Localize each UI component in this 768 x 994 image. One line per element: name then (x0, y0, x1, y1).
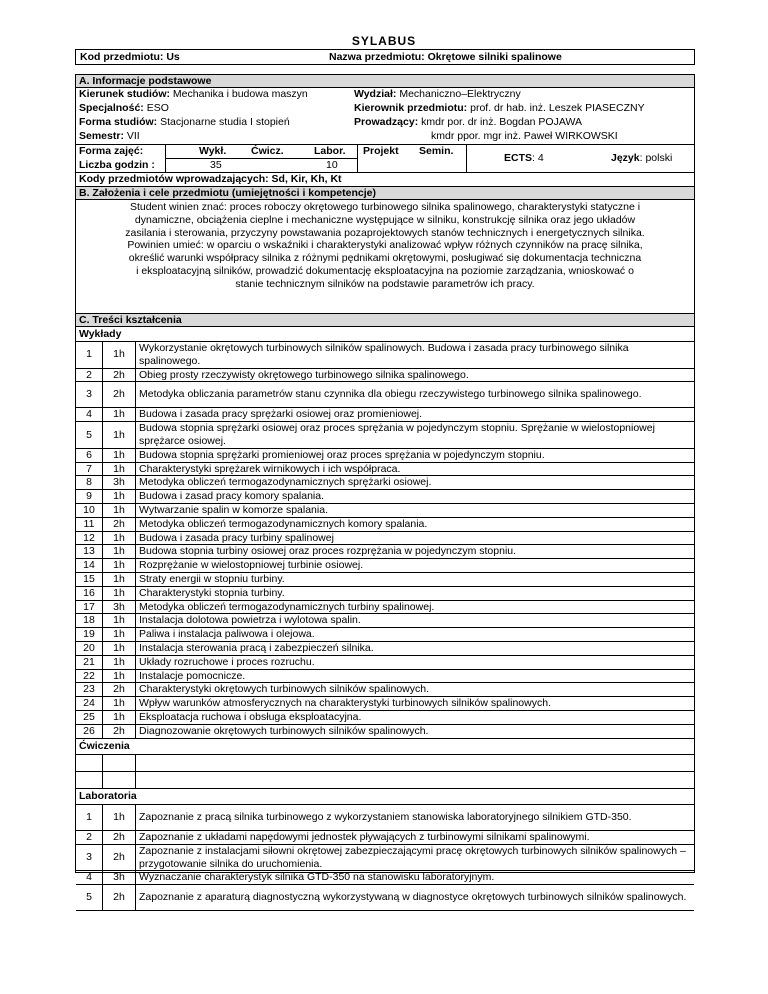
ects: ECTS: 4 (504, 152, 544, 164)
lecture-number: 13 (76, 545, 103, 559)
lecture-number: 3 (76, 382, 103, 408)
lecture-hours: 1h (103, 628, 136, 642)
lecture-number: 24 (76, 697, 103, 711)
lecture-row (76, 422, 694, 449)
lab-number: 5 (76, 885, 103, 911)
lecture-row (76, 724, 694, 738)
lecture-row (76, 628, 694, 642)
lecture-row (76, 710, 694, 724)
field-forma-studiow: Forma studiów: Stacjonarne studia I stopień (79, 116, 290, 128)
exercises-table (76, 754, 694, 789)
lecture-topic: Diagnozowanie okrętowych turbinowych silników spalinowych. (136, 724, 695, 738)
lab-topic: Zapoznanie z pracą silnika turbinowego z wykorzystaniem stanowiska laboratoryjnego silnikiem GTD-350. (136, 805, 695, 831)
lecture-hours: 2h (103, 368, 136, 382)
lecture-hours: 1h (103, 641, 136, 655)
field-prowadzacy-2: kmdr ppor. mgr inż. Paweł WIRKOWSKI (431, 130, 618, 142)
field-kierownik: Kierownik przedmiotu: prof. dr hab. inż. Leszek PIASECZNY (354, 102, 645, 114)
lecture-hours: 1h (103, 586, 136, 600)
hours-laboratoria: 10 (326, 159, 338, 171)
field-semestr: Semestr: VII (79, 130, 140, 142)
lecture-hours: 1h (103, 559, 136, 573)
lab-number: 2 (76, 831, 103, 845)
empty-cell (103, 755, 136, 772)
lecture-topic: Instalacja dolotowa powietrza i wylotowa spalin. (136, 614, 695, 628)
lab-hours: 2h (103, 844, 136, 871)
syllabus-frame (75, 74, 695, 904)
lab-number: 4 (76, 871, 103, 885)
lecture-row (76, 448, 694, 462)
lecture-row (76, 382, 694, 408)
section-c-title: C. Treści kształcenia (76, 314, 694, 327)
lecture-hours: 1h (103, 697, 136, 711)
empty-cell (76, 772, 103, 789)
field-specjalnosc: Specjalność: ESO (79, 102, 169, 114)
lecture-topic: Budowa i zasada pracy turbiny spalinowej (136, 531, 695, 545)
lecture-topic: Budowa stopnia sprężarki osiowej oraz proces sprężania w pojedynczym stopniu. Sprężanie w wielostopniowej sprężarce osiowej. (136, 422, 695, 449)
lecture-number: 15 (76, 572, 103, 586)
lecture-hours: 1h (103, 448, 136, 462)
lecture-row (76, 559, 694, 573)
course-code: Kod przedmiotu: Us (80, 51, 180, 63)
lecture-topic: Budowa i zasada pracy sprężarki osiowej oraz promieniowej. (136, 408, 695, 422)
lecture-topic: Metodyka obliczeń termogazodynamicznych sprężarki osiowej. (136, 476, 695, 490)
lecture-row (76, 490, 694, 504)
lecture-number: 19 (76, 628, 103, 642)
empty-cell (103, 772, 136, 789)
lab-row (76, 805, 694, 831)
lecture-topic: Rozprężanie w wielostopniowej turbinie osiowej. (136, 559, 695, 573)
lab-number: 3 (76, 844, 103, 871)
lab-topic: Zapoznanie z układami napędowymi jednostek pływających z turbinowymi silnikami spalinowymi. (136, 831, 695, 845)
lecture-topic: Metodyka obliczania parametrów stanu czynnika dla obiegu rzeczywistego turbinowego silnika spalinowego. (136, 382, 695, 408)
lecture-hours: 1h (103, 422, 136, 449)
lecture-hours: 1h (103, 490, 136, 504)
lecture-topic: Charakterystyki sprężarek wirnikowych i ich współpraca. (136, 462, 695, 476)
lectures-table (76, 341, 694, 739)
lecture-hours: 2h (103, 724, 136, 738)
empty-cell (76, 755, 103, 772)
form-laboratoria: Labor. (314, 145, 346, 157)
lecture-number: 21 (76, 655, 103, 669)
field-prowadzacy: Prowadzący: kmdr por. dr inż. Bogdan POJAWA (354, 116, 582, 128)
labs-table (76, 804, 694, 911)
lecture-hours: 1h (103, 408, 136, 422)
lecture-row (76, 600, 694, 614)
lecture-hours: 1h (103, 669, 136, 683)
lecture-hours: 1h (103, 462, 136, 476)
lecture-topic: Wytwarzanie spalin w komorze spalania. (136, 503, 695, 517)
lecture-number: 22 (76, 669, 103, 683)
lab-hours: 1h (103, 805, 136, 831)
lab-row (76, 871, 694, 885)
lecture-row (76, 641, 694, 655)
empty-cell (136, 755, 695, 772)
lecture-number: 7 (76, 462, 103, 476)
lecture-topic: Charakterystyki stopnia turbiny. (136, 586, 695, 600)
lab-hours: 2h (103, 885, 136, 911)
course-header (75, 49, 695, 65)
lecture-hours: 3h (103, 476, 136, 490)
section-b-title: B. Założenia i cele przedmiotu (umiejętności i kompetencje) (76, 187, 694, 200)
lecture-topic: Wykorzystanie okrętowych turbinowych silników spalinowych. Budowa i zasada pracy turbinowego silnika spalinowego. (136, 342, 695, 369)
lecture-row (76, 517, 694, 531)
lecture-row (76, 655, 694, 669)
lecture-row (76, 342, 694, 369)
lecture-row (76, 586, 694, 600)
lectures-label: Wykłady (79, 328, 122, 340)
lecture-row (76, 545, 694, 559)
lab-number: 1 (76, 805, 103, 831)
lecture-row (76, 572, 694, 586)
lecture-number: 23 (76, 683, 103, 697)
lab-topic: Zapoznanie z aparaturą diagnostyczną wykorzystywaną w diagnostyce okrętowych turbinowych silników spalinowych. (136, 885, 695, 911)
field-kierunek: Kierunek studiów: Mechanika i budowa maszyn (79, 88, 308, 100)
lecture-hours: 1h (103, 614, 136, 628)
lecture-topic: Charakterystyki okrętowych turbinowych silników spalinowych. (136, 683, 695, 697)
lecture-hours: 1h (103, 545, 136, 559)
lecture-row (76, 503, 694, 517)
lecture-number: 4 (76, 408, 103, 422)
hours-wyklad: 35 (210, 159, 222, 171)
lecture-topic: Budowa stopnia sprężarki promieniowej oraz proces sprężania w pojedynczym stopniu. (136, 448, 695, 462)
lecture-hours: 1h (103, 655, 136, 669)
lecture-number: 14 (76, 559, 103, 573)
lecture-number: 5 (76, 422, 103, 449)
lab-topic: Zapoznanie z instalacjami siłowni okrętowej zabezpieczającymi pracę okrętowych turbinowych silników spalinowych – przygotowanie silnika do uruchomienia. (136, 844, 695, 871)
lecture-number: 10 (76, 503, 103, 517)
lecture-row (76, 669, 694, 683)
lecture-hours: 2h (103, 683, 136, 697)
lab-row (76, 885, 694, 911)
lecture-topic: Instalacje pomocnicze. (136, 669, 695, 683)
lecture-row (76, 683, 694, 697)
lecture-number: 16 (76, 586, 103, 600)
lecture-topic: Układy rozruchowe i proces rozruchu. (136, 655, 695, 669)
lab-hours: 2h (103, 831, 136, 845)
liczba-godzin-label: Liczba godzin : (79, 159, 155, 171)
lecture-row (76, 368, 694, 382)
lab-hours: 3h (103, 871, 136, 885)
lecture-number: 18 (76, 614, 103, 628)
section-a-title: A. Informacje podstawowe (76, 75, 694, 88)
lecture-row (76, 476, 694, 490)
forma-zajec-label: Forma zajęć: (79, 145, 144, 157)
lecture-number: 11 (76, 517, 103, 531)
lecture-topic: Metodyka obliczeń termogazodynamicznych turbiny spalinowej. (136, 600, 695, 614)
prerequisite-codes: Kody przedmiotów wprowadzających: Sd, Kir, Kh, Kt (79, 173, 342, 185)
lecture-number: 25 (76, 710, 103, 724)
empty-cell (136, 772, 695, 789)
lecture-row (76, 614, 694, 628)
lecture-hours: 2h (103, 382, 136, 408)
lecture-topic: Metodyka obliczeń termogazodynamicznych komory spalania. (136, 517, 695, 531)
lecture-topic: Instalacja sterowania pracą i zabezpieczeń silnika. (136, 641, 695, 655)
lecture-number: 2 (76, 368, 103, 382)
lecture-topic: Paliwa i instalacja paliwowa i olejowa. (136, 628, 695, 642)
lecture-number: 9 (76, 490, 103, 504)
form-wyklad: Wykł. (199, 145, 227, 157)
section-b-text: Student winien znać: proces roboczy okrętowego turbinowego silnika spalinowego, charakterystyki statyczne i dynamiczne, obciążenia cieplne i mechaniczne występujące w silniku, konstrukcję silnika oraz jego układów zasilania i sterowania, przyczyny powstawania pozaprojektowych stanów technicznych i energetycznych silnika. Powinien umieć: w oparciu o wskaźniki i charakterystyki analizować wpływ różnych czynników na pracę silnika, określić warunki współpracy silnika z różnymi pędnikami okrętowymi, posługiwać się dokumentacja techniczna i eksploatacyjną silników, prowadzić dokumentację eksploatacyjna na poziomie zarządzania, wnioskować o stanie technicznym silników na podstawie parametrów ich pracy. (125, 201, 645, 290)
lab-topic: Wyznaczanie charakterystyk silnika GTD-350 na stanowisku laboratoryjnym. (136, 871, 695, 885)
lecture-row (76, 531, 694, 545)
lecture-row (76, 408, 694, 422)
lecture-topic: Straty energii w stopniu turbiny. (136, 572, 695, 586)
lecture-topic: Wpływ warunków atmosferycznych na charakterystyki turbinowych silników spalinowych. (136, 697, 695, 711)
lecture-hours: 1h (103, 531, 136, 545)
lecture-hours: 1h (103, 572, 136, 586)
lecture-number: 17 (76, 600, 103, 614)
lecture-hours: 2h (103, 517, 136, 531)
lecture-row (76, 697, 694, 711)
field-wydzial: Wydział: Mechaniczno–Elektryczny (354, 88, 521, 100)
lecture-topic: Budowa i zasad pracy komory spalania. (136, 490, 695, 504)
form-cwiczenia: Ćwicz. (251, 145, 284, 157)
form-seminarium: Semin. (419, 145, 454, 157)
form-projekt: Projekt (363, 145, 399, 157)
lecture-number: 20 (76, 641, 103, 655)
lecture-hours: 1h (103, 342, 136, 369)
exercises-label: Ćwiczenia (79, 740, 130, 752)
lecture-hours: 1h (103, 503, 136, 517)
document-title: SYLABUS (351, 34, 417, 48)
course-name: Nazwa przedmiotu: Okrętowe silniki spalinowe (329, 51, 562, 63)
lecture-hours: 3h (103, 600, 136, 614)
lab-row (76, 844, 694, 871)
lecture-number: 12 (76, 531, 103, 545)
lecture-topic: Eksploatacja ruchowa i obsługa eksploatacyjna. (136, 710, 695, 724)
lecture-row (76, 462, 694, 476)
lab-row (76, 831, 694, 845)
labs-label: Laboratoria (79, 790, 137, 802)
lecture-number: 6 (76, 448, 103, 462)
lecture-topic: Budowa stopnia turbiny osiowej oraz proces rozprężania w pojedynczym stopniu. (136, 545, 695, 559)
lecture-number: 26 (76, 724, 103, 738)
lecture-number: 1 (76, 342, 103, 369)
lecture-topic: Obieg prosty rzeczywisty okrętowego turbinowego silnika spalinowego. (136, 368, 695, 382)
lecture-number: 8 (76, 476, 103, 490)
lecture-hours: 1h (103, 710, 136, 724)
language: Język: polski (611, 152, 673, 164)
